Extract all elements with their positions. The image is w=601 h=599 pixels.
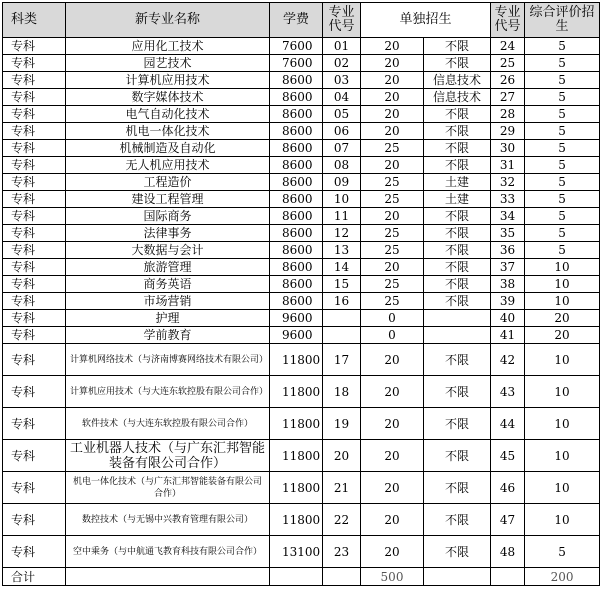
cell-limit: 不限	[424, 344, 491, 376]
total-comp: 200	[525, 568, 600, 586]
cell-code2: 38	[491, 276, 525, 293]
cell-fee: 11800	[270, 472, 323, 504]
cell-limit: 不限	[424, 225, 491, 242]
cell-code2: 45	[491, 440, 525, 472]
cell-plan: 25	[361, 174, 424, 191]
table-row	[3, 55, 600, 72]
cell-type: 专科	[3, 72, 66, 89]
cell-type: 专科	[3, 472, 66, 504]
cell-code: 06	[323, 123, 361, 140]
cell-comp: 10	[525, 408, 600, 440]
cell-fee: 9600	[270, 310, 323, 327]
header-major: 新专业名称	[66, 3, 270, 38]
cell-code: 04	[323, 89, 361, 106]
cell-fee: 8600	[270, 191, 323, 208]
cell-code: 01	[323, 38, 361, 55]
header-row	[3, 3, 600, 38]
cell-comp: 5	[525, 174, 600, 191]
cell-type: 专科	[3, 440, 66, 472]
cell-code2: 24	[491, 38, 525, 55]
cell-plan: 25	[361, 140, 424, 157]
cell-comp: 10	[525, 504, 600, 536]
cell-type: 专科	[3, 140, 66, 157]
cell-comp: 10	[525, 276, 600, 293]
cell-comp: 5	[525, 72, 600, 89]
cell-code2: 34	[491, 208, 525, 225]
cell-code: 03	[323, 72, 361, 89]
cell-type: 专科	[3, 157, 66, 174]
cell-comp: 10	[525, 344, 600, 376]
cell-major-text: 计算机应用技术（与大连东软控股有限公司合作）	[70, 386, 269, 397]
cell-limit	[424, 310, 491, 327]
cell-major	[66, 472, 270, 504]
cell-fee: 13100	[270, 536, 323, 568]
cell-plan: 20	[361, 106, 424, 123]
cell-type: 专科	[3, 310, 66, 327]
table-row	[3, 242, 600, 259]
cell-code2: 28	[491, 106, 525, 123]
cell-code2: 42	[491, 344, 525, 376]
cell-comp: 5	[525, 123, 600, 140]
cell-major: 电气自动化技术	[66, 106, 270, 123]
cell-code: 02	[323, 55, 361, 72]
cell-plan: 20	[361, 89, 424, 106]
cell-comp: 5	[525, 157, 600, 174]
cell-plan: 20	[361, 504, 424, 536]
cell-major: 旅游管理	[66, 259, 270, 276]
cell-limit: 不限	[424, 38, 491, 55]
header-fee: 学费	[270, 3, 323, 38]
cell-limit: 不限	[424, 140, 491, 157]
cell-code: 14	[323, 259, 361, 276]
cell-plan: 20	[361, 472, 424, 504]
cell-major: 计算机应用技术	[66, 72, 270, 89]
cell-type: 专科	[3, 191, 66, 208]
cell-code2: 39	[491, 293, 525, 310]
cell-type: 专科	[3, 38, 66, 55]
cell-limit: 不限	[424, 536, 491, 568]
cell-plan: 20	[361, 38, 424, 55]
cell-fee: 11800	[270, 504, 323, 536]
table-row	[3, 408, 600, 440]
cell-plan: 20	[361, 440, 424, 472]
cell-type: 专科	[3, 89, 66, 106]
cell-major: 法律事务	[66, 225, 270, 242]
cell-fee: 7600	[270, 55, 323, 72]
cell-major-text: 空中乘务（与中航通飞教育科技有限公司合作）	[72, 546, 262, 557]
cell-comp: 5	[525, 208, 600, 225]
cell-plan: 25	[361, 242, 424, 259]
cell-fee: 9600	[270, 327, 323, 344]
cell-code	[323, 327, 361, 344]
table-row	[3, 536, 600, 568]
cell-plan: 20	[361, 123, 424, 140]
cell-fee: 7600	[270, 38, 323, 55]
cell-limit: 土建	[424, 191, 491, 208]
cell-fee: 8600	[270, 89, 323, 106]
cell-type: 专科	[3, 225, 66, 242]
header-type: 科类	[3, 3, 66, 38]
cell-fee: 8600	[270, 157, 323, 174]
table-row	[3, 140, 600, 157]
cell-code: 15	[323, 276, 361, 293]
cell-type: 专科	[3, 259, 66, 276]
cell-comp: 10	[525, 440, 600, 472]
cell-code: 07	[323, 140, 361, 157]
cell-limit: 不限	[424, 123, 491, 140]
cell-major: 机械制造及自动化	[66, 140, 270, 157]
table-row	[3, 89, 600, 106]
total-label: 合计	[3, 568, 66, 586]
cell-code2: 35	[491, 225, 525, 242]
cell-type: 专科	[3, 376, 66, 408]
cell-plan: 20	[361, 157, 424, 174]
cell-code	[323, 310, 361, 327]
cell-limit: 不限	[424, 408, 491, 440]
cell-comp: 20	[525, 310, 600, 327]
cell-type: 专科	[3, 55, 66, 72]
cell-major: 大数据与会计	[66, 242, 270, 259]
cell-type: 专科	[3, 408, 66, 440]
cell-major: 商务英语	[66, 276, 270, 293]
table-row	[3, 106, 600, 123]
cell-major-text: 软件技术（与大连东软控股有限公司合作）	[81, 418, 253, 429]
cell-comp: 10	[525, 376, 600, 408]
table-row	[3, 293, 600, 310]
cell-fee: 8600	[270, 242, 323, 259]
cell-major: 无人机应用技术	[66, 157, 270, 174]
total-major	[66, 568, 270, 586]
cell-type: 专科	[3, 174, 66, 191]
cell-major: 市场营销	[66, 293, 270, 310]
cell-major: 工程造价	[66, 174, 270, 191]
total-row	[3, 568, 600, 586]
cell-limit: 不限	[424, 472, 491, 504]
table-row	[3, 344, 600, 376]
cell-fee: 8600	[270, 174, 323, 191]
cell-fee: 8600	[270, 225, 323, 242]
table-row	[3, 504, 600, 536]
cell-comp: 5	[525, 106, 600, 123]
table-row	[3, 191, 600, 208]
cell-major: 机电一体化技术	[66, 123, 270, 140]
cell-plan: 20	[361, 208, 424, 225]
cell-code2: 29	[491, 123, 525, 140]
cell-plan: 20	[361, 55, 424, 72]
cell-fee: 8600	[270, 72, 323, 89]
table-row	[3, 327, 600, 344]
cell-type: 专科	[3, 504, 66, 536]
table-row	[3, 38, 600, 55]
cell-fee: 8600	[270, 140, 323, 157]
cell-plan: 20	[361, 344, 424, 376]
cell-code2: 47	[491, 504, 525, 536]
cell-code2: 46	[491, 472, 525, 504]
cell-plan: 0	[361, 327, 424, 344]
header-single: 单独招生	[361, 3, 491, 38]
cell-code2: 40	[491, 310, 525, 327]
cell-fee: 8600	[270, 208, 323, 225]
cell-limit: 不限	[424, 504, 491, 536]
cell-comp: 5	[525, 242, 600, 259]
cell-type: 专科	[3, 536, 66, 568]
cell-plan: 20	[361, 376, 424, 408]
total-single: 500	[361, 568, 424, 586]
cell-major-text: 数控技术（与无锡中兴教育管理有限公司）	[81, 514, 253, 525]
header-code2: 专业代号	[491, 3, 525, 38]
cell-type: 专科	[3, 123, 66, 140]
cell-major: 园艺技术	[66, 55, 270, 72]
cell-code: 05	[323, 106, 361, 123]
cell-code2: 37	[491, 259, 525, 276]
table-row	[3, 472, 600, 504]
cell-plan: 25	[361, 293, 424, 310]
cell-type: 专科	[3, 327, 66, 344]
cell-fee: 8600	[270, 106, 323, 123]
cell-type: 专科	[3, 106, 66, 123]
table-row	[3, 72, 600, 89]
cell-fee: 8600	[270, 259, 323, 276]
cell-code2: 43	[491, 376, 525, 408]
cell-code2: 36	[491, 242, 525, 259]
cell-major: 护理	[66, 310, 270, 327]
cell-code2: 32	[491, 174, 525, 191]
table-row	[3, 440, 600, 472]
cell-fee: 11800	[270, 344, 323, 376]
cell-major	[66, 504, 270, 536]
cell-code2: 26	[491, 72, 525, 89]
cell-comp: 5	[525, 55, 600, 72]
cell-comp: 10	[525, 472, 600, 504]
total-code2	[491, 568, 525, 586]
cell-major	[66, 344, 270, 376]
cell-fee: 11800	[270, 408, 323, 440]
table-row	[3, 123, 600, 140]
cell-major: 应用化工技术	[66, 38, 270, 55]
cell-plan: 20	[361, 536, 424, 568]
cell-plan: 25	[361, 225, 424, 242]
cell-type: 专科	[3, 208, 66, 225]
cell-code: 13	[323, 242, 361, 259]
cell-fee: 8600	[270, 293, 323, 310]
cell-code: 21	[323, 472, 361, 504]
cell-comp: 5	[525, 536, 600, 568]
enrollment-table	[2, 2, 600, 586]
cell-limit: 不限	[424, 376, 491, 408]
cell-major: 建设工程管理	[66, 191, 270, 208]
cell-fee: 11800	[270, 376, 323, 408]
table-row	[3, 157, 600, 174]
cell-code: 22	[323, 504, 361, 536]
table-row	[3, 276, 600, 293]
table-row	[3, 259, 600, 276]
table-row	[3, 208, 600, 225]
header-comp: 综合评价招生	[525, 3, 600, 38]
cell-major: 数字媒体技术	[66, 89, 270, 106]
cell-major: 国际商务	[66, 208, 270, 225]
cell-major-text: 计算机网络技术（与济南博赛网络技术有限公司）	[70, 354, 269, 365]
cell-code: 17	[323, 344, 361, 376]
cell-limit: 土建	[424, 174, 491, 191]
cell-comp: 5	[525, 38, 600, 55]
cell-comp: 5	[525, 191, 600, 208]
cell-plan: 0	[361, 310, 424, 327]
cell-comp: 5	[525, 140, 600, 157]
cell-major	[66, 440, 270, 472]
cell-plan: 20	[361, 259, 424, 276]
cell-code2: 31	[491, 157, 525, 174]
cell-code: 09	[323, 174, 361, 191]
cell-plan: 20	[361, 408, 424, 440]
total-fee	[270, 568, 323, 586]
cell-type: 专科	[3, 242, 66, 259]
total-limit	[424, 568, 491, 586]
cell-comp: 5	[525, 225, 600, 242]
cell-limit	[424, 327, 491, 344]
cell-limit: 不限	[424, 293, 491, 310]
cell-major	[66, 408, 270, 440]
cell-code: 23	[323, 536, 361, 568]
cell-code: 16	[323, 293, 361, 310]
cell-major	[66, 536, 270, 568]
cell-major	[66, 376, 270, 408]
cell-comp: 10	[525, 293, 600, 310]
cell-type: 专科	[3, 344, 66, 376]
cell-fee: 11800	[270, 440, 323, 472]
cell-plan: 25	[361, 276, 424, 293]
cell-code: 18	[323, 376, 361, 408]
cell-type: 专科	[3, 276, 66, 293]
table-row	[3, 376, 600, 408]
cell-plan: 25	[361, 191, 424, 208]
cell-major: 学前教育	[66, 327, 270, 344]
cell-code2: 44	[491, 408, 525, 440]
cell-limit: 信息技术	[424, 89, 491, 106]
cell-code: 10	[323, 191, 361, 208]
cell-code2: 25	[491, 55, 525, 72]
cell-limit: 不限	[424, 208, 491, 225]
cell-limit: 不限	[424, 55, 491, 72]
cell-limit: 不限	[424, 106, 491, 123]
table-row	[3, 225, 600, 242]
cell-code2: 48	[491, 536, 525, 568]
cell-code: 11	[323, 208, 361, 225]
cell-major-text: 工业机器人技术（与广东汇邦智能装备有限公司合作）	[69, 440, 265, 471]
table-row	[3, 310, 600, 327]
cell-comp: 10	[525, 259, 600, 276]
cell-comp: 20	[525, 327, 600, 344]
cell-code2: 27	[491, 89, 525, 106]
table-row	[3, 174, 600, 191]
cell-code2: 33	[491, 191, 525, 208]
cell-limit: 不限	[424, 157, 491, 174]
cell-code: 20	[323, 440, 361, 472]
cell-limit: 不限	[424, 259, 491, 276]
cell-fee: 8600	[270, 123, 323, 140]
cell-limit: 不限	[424, 440, 491, 472]
cell-limit: 不限	[424, 276, 491, 293]
cell-plan: 20	[361, 72, 424, 89]
cell-code: 19	[323, 408, 361, 440]
cell-code2: 41	[491, 327, 525, 344]
header-code: 专业代号	[323, 3, 361, 38]
cell-comp: 5	[525, 89, 600, 106]
cell-major-text: 机电一体化技术（与广东汇邦智能装备有限公司合作）	[72, 476, 262, 499]
cell-code: 08	[323, 157, 361, 174]
cell-type: 专科	[3, 293, 66, 310]
cell-limit: 信息技术	[424, 72, 491, 89]
cell-fee: 8600	[270, 276, 323, 293]
cell-code2: 30	[491, 140, 525, 157]
total-code	[323, 568, 361, 586]
cell-limit: 不限	[424, 242, 491, 259]
cell-code: 12	[323, 225, 361, 242]
